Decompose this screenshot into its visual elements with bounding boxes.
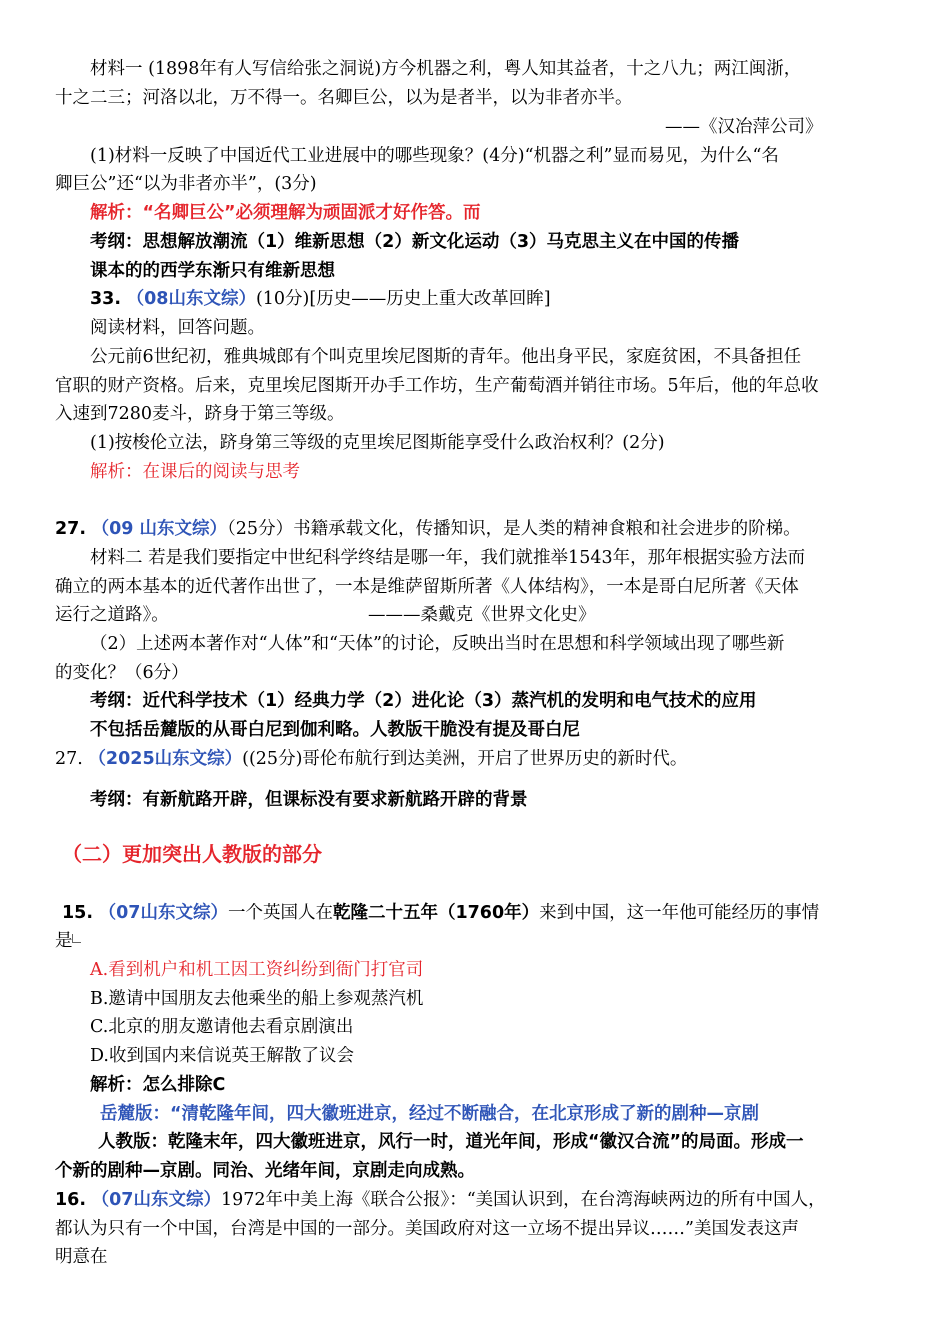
renjiao-version-text: 个新的剧种—京剧。同治、光绪年间，京剧走向成熟。 bbox=[55, 1161, 475, 1181]
question-number: 27. bbox=[55, 519, 87, 539]
margin-mark bbox=[72, 934, 81, 943]
question-stem-emphasis: 乾隆二十五年（1760年） bbox=[332, 903, 540, 923]
note-text: 课本的的西学东渐只有维新思想 bbox=[90, 261, 335, 281]
question-text: （2）上述两本著作对“人体”和“天体”的讨论，反映出当时在思想和科学领域出现了哪些新 bbox=[90, 634, 785, 654]
question-stem-cont: 明意在 bbox=[55, 1247, 108, 1267]
analysis-text: 解析：怎么排除C bbox=[90, 1075, 226, 1095]
question-15-header bbox=[62, 902, 819, 924]
material-paragraph-line: 确立的两本基本的近代著作出世了，一本是维萨留斯所著《人体结构》，一本是哥白尼所著《天体 bbox=[55, 577, 799, 597]
exam-source-tag: （09 山东文综） bbox=[91, 519, 228, 539]
outline-text: 考纲：思想解放潮流（1）维新思想（2）新文化运动（3）马克思主义在中国的传播 bbox=[90, 232, 740, 252]
question-intro: （25分）书籍承载文化，传播知识，是人类的精神食粮和社会进步的阶梯。 bbox=[227, 519, 801, 539]
yuelu-version-text: 岳麓版：“清乾隆年间，四大徽班进京，经过不断融合，在北京形成了新的剧种—京剧 bbox=[100, 1104, 759, 1124]
renjiao-version-text: 人教版：乾隆末年，四大徽班进京，风行一时，道光年间，形成“徽汉合流”的局面。形成一 bbox=[98, 1132, 804, 1152]
note-text: 不包括岳麓版的从哥白尼到伽利略。人教版干脆没有提及哥白尼 bbox=[90, 720, 580, 740]
outline-text: 考纲：近代科学技术（1）经典力学（2）进化论（3）蒸汽机的发明和电气技术的应用 bbox=[90, 691, 757, 711]
question-number: 33. bbox=[90, 289, 122, 309]
question-stem: 一个英国人在 bbox=[227, 903, 333, 923]
question-stem: 1972年中美上海《联合公报》：“美国认识到，在台湾海峡两边的所有中国人， bbox=[220, 1190, 826, 1210]
exam-source-tag: （2025山东文综） bbox=[88, 749, 243, 769]
question-text: (1)材料一反映了中国近代工业进展中的哪些现象？(4分)“机器之利”显而易见，为什么“名 bbox=[90, 146, 779, 166]
option-c: C.北京的朋友邀请他去看京剧演出 bbox=[90, 1017, 354, 1037]
question-intro: ((25分)哥伦布航行到达美洲，开启了世界历史的新时代。 bbox=[242, 749, 688, 769]
material-paragraph-line: 公元前6世纪初，雅典城郎有个叫克里埃尼图斯的青年。他出身平民，家庭贫困，不具备担任 bbox=[90, 347, 802, 367]
material-paragraph-line: 入速到7280麦斗，跻身于第三等级。 bbox=[55, 404, 345, 424]
material-source: ———桑戴克《世界文化史》 bbox=[368, 605, 596, 625]
question-number: 27. bbox=[55, 749, 83, 769]
material-one-line: 十之二三；河洛以北，万不得一。名卿巨公，以为是者半，以为非者亦半。 bbox=[55, 88, 633, 108]
material-paragraph-line: 运行之道路》。 bbox=[55, 605, 169, 625]
outline-text: 考纲：有新航路开辟，但课标没有要求新航路开辟的背景 bbox=[90, 790, 528, 810]
question-text: 的变化？（6分） bbox=[55, 663, 189, 683]
question-number: 16. bbox=[55, 1190, 87, 1210]
material-source: ——《汉冶萍公司》 bbox=[665, 117, 823, 137]
analysis-text: 解析：在课后的阅读与思考 bbox=[90, 462, 300, 482]
option-a: A.看到机户和机工因工资纠纷到衙门打官司 bbox=[90, 960, 424, 980]
question-27-header bbox=[55, 518, 801, 540]
material-one-line: 材料一 (1898年有人写信给张之洞说)方今机器之利，粤人知其益者，十之八九；两江闽浙， bbox=[90, 59, 802, 79]
option-b: B.邀请中国朋友去他乘坐的船上参观蒸汽机 bbox=[90, 989, 424, 1009]
material-paragraph-line: 材料二 若是我们要指定中世纪科学终结是哪一年，我们就推举1543年，那年根据实验方法而 bbox=[90, 548, 806, 568]
exam-source-tag: （07山东文综） bbox=[98, 903, 228, 923]
question-stem: 来到中国，这一年他可能经历的事情 bbox=[539, 903, 820, 923]
analysis-text: 解析：“名卿巨公”必须理解为顽固派才好作答。而 bbox=[90, 203, 481, 223]
question-number: 15. bbox=[62, 903, 94, 923]
question-33-header bbox=[90, 288, 551, 310]
question-stem-cont: 都认为只有一个中国，台湾是中国的一部分。美国政府对这一立场不提出异议……”美国发表这声 bbox=[55, 1219, 799, 1239]
question-text: (1)按梭伦立法，跻身第三等级的克里埃尼图斯能享受什么政治权利？(2分) bbox=[90, 433, 665, 453]
section-heading: （二）更加突出人教版的部分 bbox=[62, 842, 322, 866]
material-paragraph-line: 官职的财产资格。后来，克里埃尼图斯开办手工作坊，生产葡萄酒并销往市场。5年后，他的年总收 bbox=[55, 376, 819, 396]
exam-source-tag: （08山东文综） bbox=[126, 289, 256, 309]
instruction-text: 阅读材料，回答问题。 bbox=[90, 318, 265, 338]
exam-source-tag: （07山东文综） bbox=[91, 1190, 221, 1210]
question-stem-cont: 是 bbox=[55, 931, 73, 951]
question-16-header bbox=[55, 1189, 826, 1211]
question-27b-header bbox=[55, 748, 687, 770]
option-d: D.收到国内来信说英王解散了议会 bbox=[90, 1046, 354, 1066]
question-intro: (10分)[历史——历史上重大改革回眸] bbox=[255, 289, 551, 309]
question-text: 卿巨公”还“以为非者亦半”，(3分) bbox=[55, 174, 317, 194]
